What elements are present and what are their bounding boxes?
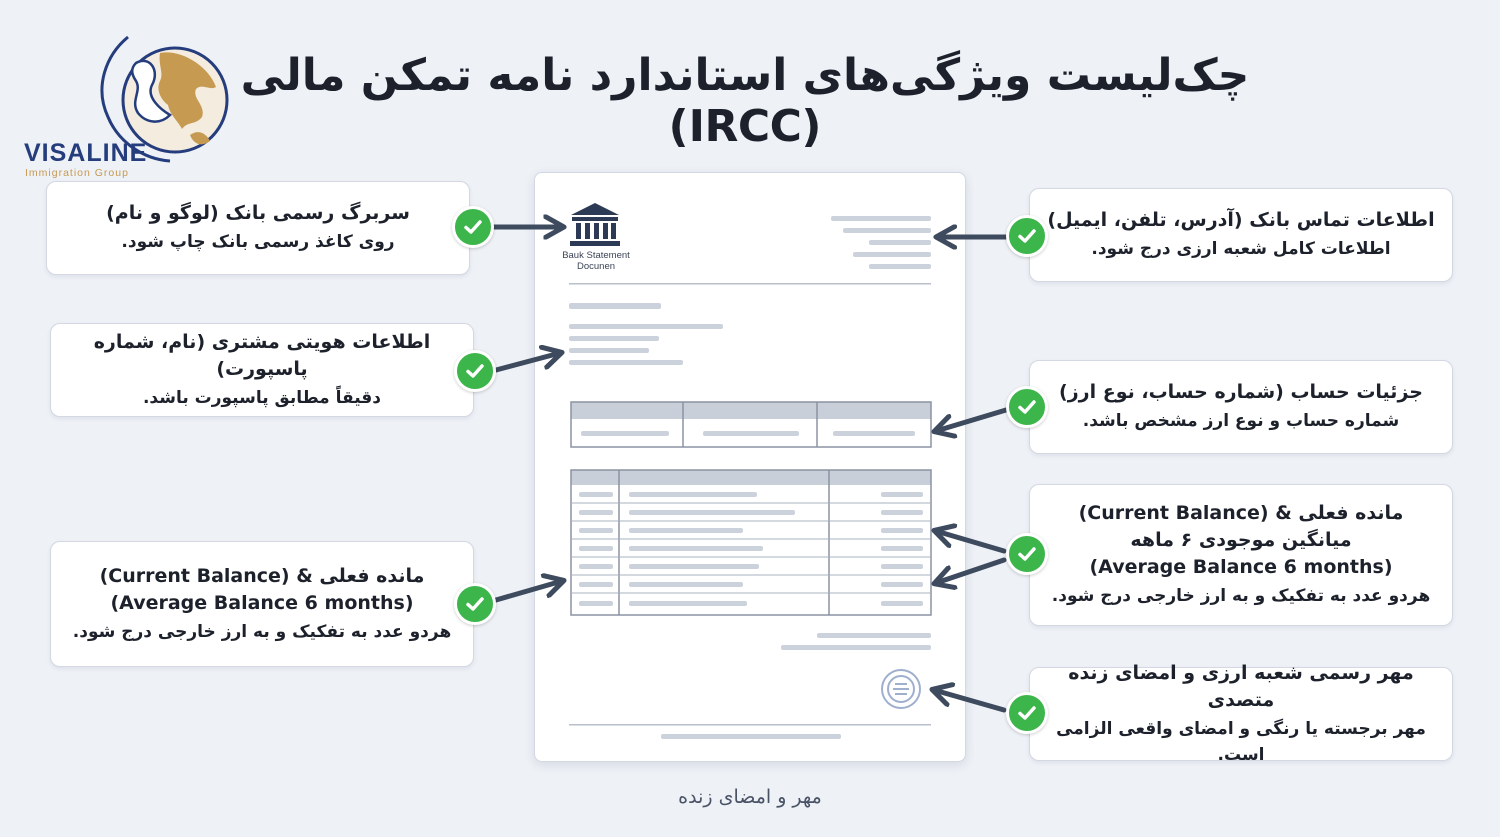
card-title-line2: (Average Balance 6 months) [110, 591, 414, 614]
card-description: روی کاغذ رسمی بانک چاپ شود. [121, 232, 395, 253]
arrow-balance-right-bottom [936, 560, 1004, 583]
arrow-client-info [496, 353, 560, 370]
card-title: سربرگ رسمی بانک (لوگو و نام) [106, 202, 410, 225]
check-icon [1006, 692, 1048, 734]
checklist-card-balance-right [1029, 484, 1453, 626]
card-title: اطلاعات تماس بانک (آدرس، تلفن، ایمیل) [1047, 209, 1435, 232]
card-title-fa: مانده فعلی [319, 564, 425, 587]
card-description: شماره حساب و نوع ارز مشخص باشد. [1082, 411, 1400, 432]
checklist-card-account [1029, 360, 1453, 454]
card-description: اطلاعات کامل شعبه ارزی درج شود. [1091, 239, 1391, 260]
card-title: اطلاعات هویتی مشتری (نام، شماره پاسپورت) [93, 330, 431, 380]
card-title-line2: میانگین موجودی ۶ ماهه [1130, 529, 1352, 552]
check-icon [1006, 386, 1048, 428]
page-title: چک‌لیست ویژگی‌های استاندارد نامه تمکن مالی (IRCC) [240, 50, 1250, 152]
card-title-line3: (Average Balance 6 months) [1089, 556, 1393, 579]
card-title: مهر رسمی شعبه ارزی و امضای زنده متصدی [1068, 661, 1414, 711]
card-description: هردو عدد به تفکیک و به ارز خارجی درج شود. [72, 621, 452, 642]
card-title-en: (Current Balance) & [99, 564, 313, 587]
checklist-card-letterhead [46, 181, 470, 275]
arrow-account [936, 410, 1006, 431]
logo-brand-text: VISALINE [24, 139, 148, 167]
card-title [1079, 500, 1404, 527]
arrow-stamp [934, 690, 1004, 710]
document-bank-label-line1: Bauk Statement [562, 250, 630, 261]
card-title: جزئیات حساب (شماره حساب، نوع ارز) [1059, 381, 1423, 404]
card-title [100, 563, 425, 590]
card-description: مهر برجسته یا رنگی و امضای واقعی الزامی است. [1056, 718, 1426, 765]
arrow-balance-right-top [936, 531, 1004, 551]
arrow-balance-left [496, 581, 562, 600]
card-title-fa: مانده فعلی [1298, 502, 1404, 525]
logo-tagline: Immigration Group [25, 167, 129, 179]
checklist-card-contact [1029, 188, 1453, 282]
check-icon [1006, 215, 1048, 257]
checklist-card-balance-left [50, 541, 474, 667]
checklist-card-client-info [50, 323, 474, 417]
document-bank-label-line2: Docunen [576, 260, 616, 272]
stamp-signature-caption: مهر و امضای زنده [678, 786, 822, 808]
card-description: هردو عدد به تفکیک و به ارز خارجی درج شود. [1051, 586, 1431, 607]
check-icon [454, 350, 496, 392]
checklist-card-stamp [1029, 661, 1453, 765]
check-icon [454, 583, 496, 625]
card-title-en: (Current Balance) & [1078, 502, 1292, 525]
check-icon [1006, 533, 1048, 575]
check-icon [452, 206, 494, 248]
card-description: دقیقاً مطابق پاسپورت باشد. [142, 387, 382, 408]
